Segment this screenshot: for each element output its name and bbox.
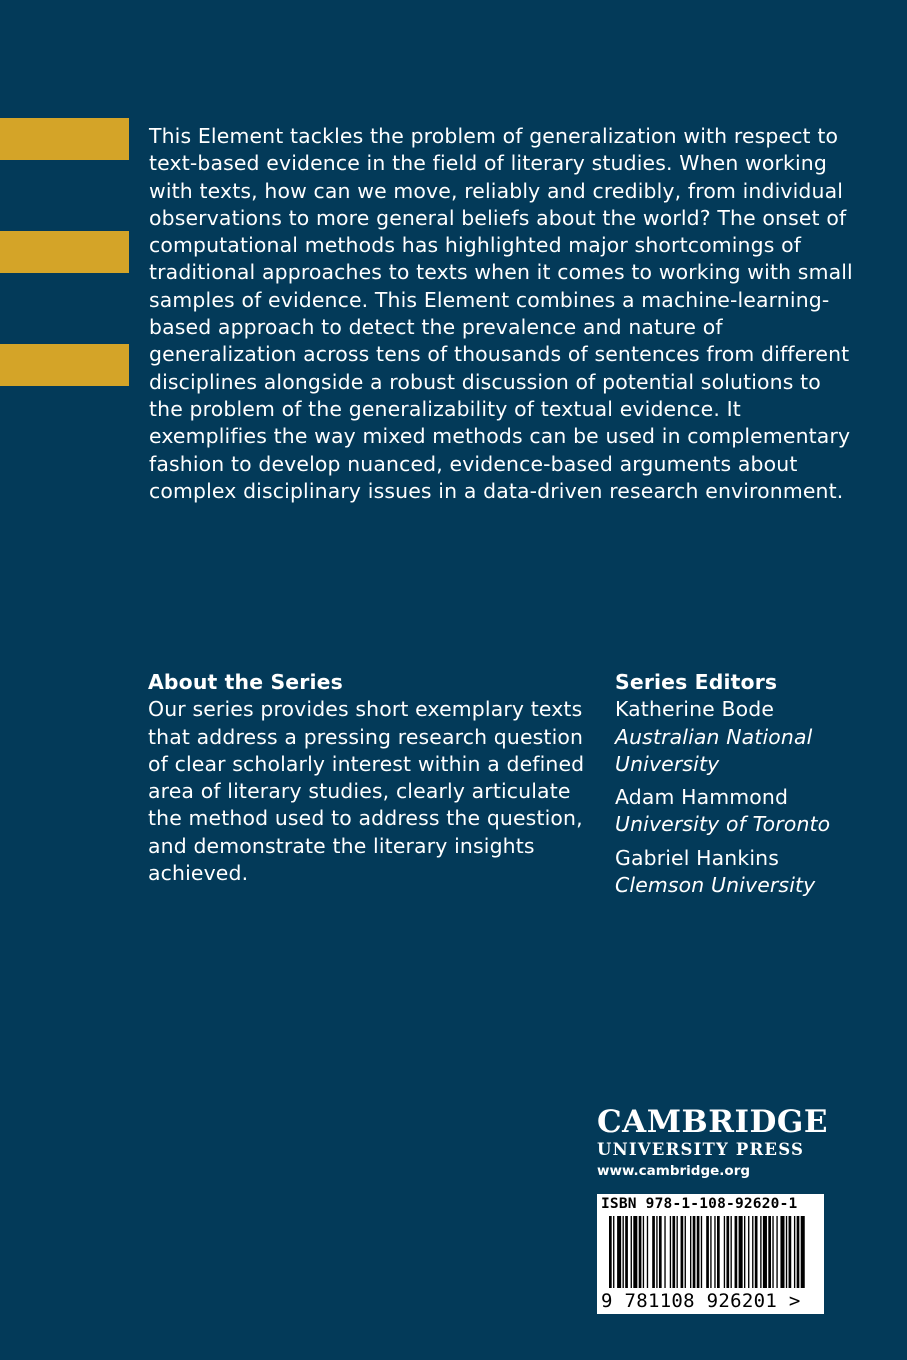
barcode-digits: 9 781108 926201 >: [601, 1290, 801, 1312]
editor-affiliation: Australian National University: [615, 724, 813, 776]
editor-entry: [615, 845, 855, 900]
editor-name: Gabriel Hankins: [615, 845, 780, 870]
barcode-bar: [652, 1216, 655, 1288]
barcode-bar: [768, 1216, 771, 1288]
publisher-logo: [597, 1105, 827, 1182]
book-blurb: This Element tackles the problem of generalization with respect to text-based evidence in the field of literary studies. When working with texts, how can we move, reliably and credibly, from individual observations to more general beliefs about the world? The onset of computational methods has highlighted major shortcomings of traditional approaches to texts when it comes to working with small samples of evidence. This Element combines a machine-learning-based approach to detect the prevalence and nature of generalization across tens of thousands of sentences from different disciplines alongside a robust discussion of potential solutions to the problem of the generalizability of textual evidence. It exemplifies the way mixed methods can be used in complementary fashion to develop nuanced, evidence-based arguments about complex disciplinary issues in a data-driven research environment.: [149, 124, 853, 503]
barcode-bar: [714, 1216, 715, 1288]
barcode-bar: [755, 1216, 758, 1288]
barcode-bar: [748, 1216, 749, 1288]
barcode-bar: [717, 1216, 720, 1288]
about-series-section: [148, 669, 598, 887]
barcode-bar: [789, 1216, 792, 1288]
barcode-bar: [643, 1216, 644, 1288]
about-series-text: Our series provides short exemplary texts that address a pressing research question of clear scholarly interest within a defined area of literary studies, clearly articulate the method used to address the question, and demonstrate the literary insights achieved.: [148, 697, 585, 886]
editor-affiliation: Clemson University: [615, 873, 816, 898]
barcode-bar: [724, 1216, 725, 1288]
publisher-name: CAMBRIDGE: [597, 1104, 828, 1140]
barcode-bar: [664, 1216, 665, 1288]
about-series-heading: About the Series: [148, 670, 343, 694]
editor-name: Katherine Bode: [615, 697, 775, 722]
barcode-bar: [697, 1216, 700, 1288]
accent-bar-3: [0, 344, 129, 386]
accent-bar-1: [0, 118, 129, 160]
barcode-bar: [656, 1216, 657, 1288]
barcode-bar: [760, 1216, 761, 1288]
barcode-bar: [710, 1216, 711, 1288]
barcode-bar: [776, 1216, 777, 1288]
barcode-bar: [672, 1216, 675, 1288]
barcode-bar: [763, 1216, 767, 1288]
barcode-bar: [681, 1216, 684, 1288]
barcode-bar: [647, 1216, 648, 1288]
publisher-url: www.cambridge.org: [597, 1163, 751, 1179]
barcode-bar: [701, 1216, 702, 1288]
barcode-bar: [772, 1216, 773, 1288]
barcode-bar: [739, 1216, 743, 1288]
editor-name: Adam Hammond: [615, 785, 789, 810]
barcode-bar: [786, 1216, 787, 1288]
barcode-bar: [670, 1216, 671, 1288]
editor-affiliation: University of Toronto: [615, 812, 831, 837]
editor-entry: [615, 784, 855, 839]
series-editors-heading: Series Editors: [615, 670, 778, 694]
barcode-bar: [639, 1216, 642, 1288]
barcode-bar: [609, 1216, 612, 1288]
barcode-bar: [677, 1216, 678, 1288]
barcode-bar: [744, 1216, 745, 1288]
publisher-subtitle: UNIVERSITY PRESS: [597, 1140, 805, 1159]
barcode-bar: [735, 1216, 738, 1288]
barcode-bar: [794, 1216, 795, 1288]
barcode-bar: [623, 1216, 624, 1288]
barcode-bar: [752, 1216, 753, 1288]
barcode-bar: [780, 1216, 784, 1288]
isbn-label: ISBN 978-1-108-92620-1: [601, 1196, 798, 1212]
barcode-bar: [625, 1216, 628, 1288]
barcode-bar: [633, 1216, 637, 1288]
barcode-bar: [693, 1216, 696, 1288]
barcode-bar: [613, 1216, 614, 1288]
barcode-bar: [690, 1216, 691, 1288]
barcode-bar: [617, 1216, 621, 1288]
barcode-bar: [706, 1216, 709, 1288]
editor-entry: [615, 696, 855, 778]
accent-bar-2: [0, 231, 129, 273]
barcode: [597, 1214, 824, 1294]
series-editors-section: [615, 669, 855, 905]
barcode-bar: [731, 1216, 732, 1288]
barcode-bar: [631, 1216, 632, 1288]
barcode-bar: [685, 1216, 686, 1288]
isbn-barcode-block: [597, 1194, 824, 1314]
barcode-bar: [797, 1216, 800, 1288]
barcode-bar: [801, 1216, 805, 1288]
barcode-bar: [659, 1216, 662, 1288]
barcode-bar: [726, 1216, 729, 1288]
